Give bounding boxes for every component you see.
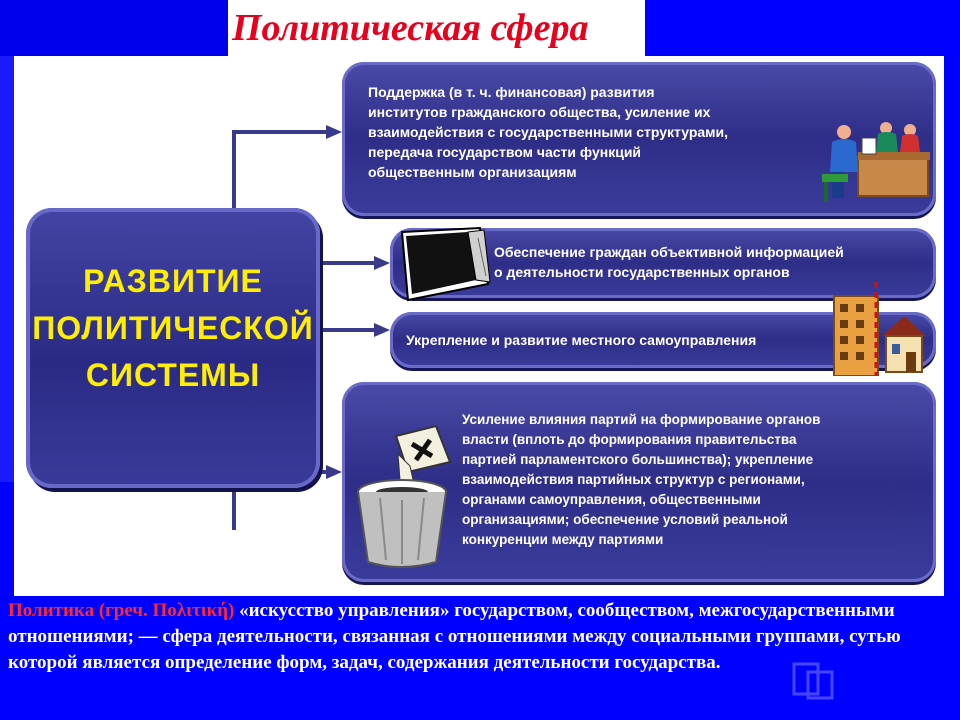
newspaper-icon xyxy=(384,224,496,304)
main-box-title xyxy=(26,258,320,399)
definition-text: «искусство управления» государством, сообществом, межгосударственными отношениями; — сфера деятельности, связанная с отношениями между социальными группами, сутью которой является определение форм, задач, содержания деятельности государства. xyxy=(8,600,901,673)
box-text-line: взаимодействия партийных структур с регионами, xyxy=(462,472,805,487)
box-text-line: Поддержка (в т. ч. финансовая) развития xyxy=(368,84,655,100)
box-local-government-text xyxy=(406,330,846,350)
box-text-line: Укрепление и развитие местного самоуправления xyxy=(406,332,757,348)
connector-branch-1 xyxy=(232,130,330,134)
box-civil-society xyxy=(342,62,936,216)
main-box xyxy=(26,208,320,488)
main-title-line: СИСТЕМЫ xyxy=(85,357,261,393)
main-title-line: ПОЛИТИЧЕСКОЙ xyxy=(32,310,314,346)
box-information-text xyxy=(494,242,934,282)
box-text-line: организациями; обеспечение условий реальной xyxy=(462,512,788,527)
box-parties-text xyxy=(462,410,932,550)
box-text-line: институтов гражданского общества, усиление их xyxy=(368,104,711,120)
diagram-panel xyxy=(14,56,944,596)
box-civil-society-text xyxy=(368,82,818,182)
arrow-head-4 xyxy=(326,465,342,479)
page-title: Политическая сфера xyxy=(232,7,589,49)
box-parties xyxy=(342,382,936,582)
meeting-people-icon xyxy=(818,116,930,208)
main-title-line: РАЗВИТИЕ xyxy=(83,263,263,299)
buildings-icon xyxy=(826,282,930,376)
box-text-line: передача государством части функций xyxy=(368,144,642,160)
box-text-line: общественным организациям xyxy=(368,164,577,180)
box-text-line: партией парламентского большинства); укрепление xyxy=(462,452,814,467)
arrow-head-3 xyxy=(374,323,390,337)
box-text-line: о деятельности государственных органов xyxy=(494,264,790,280)
box-text-line: власти (вплоть до формирования правительства xyxy=(462,432,797,447)
box-text-line: Усиление влияния партий на формирование органов xyxy=(462,412,821,427)
arrow-head-1 xyxy=(326,125,342,139)
left-strip xyxy=(0,56,14,482)
title-bar-dark-block xyxy=(0,0,228,56)
box-text-line: Обеспечение граждан объективной информацией xyxy=(494,244,844,260)
box-text-line: взаимодействия с государственными структурами, xyxy=(368,124,729,140)
definition-term: Политика (греч. Πολιτική) xyxy=(8,600,235,621)
ballot-box-icon xyxy=(350,426,454,572)
box-text-line: конкуренции между партиями xyxy=(462,532,664,547)
watermark-logo-icon xyxy=(790,658,860,702)
box-text-line: органами самоуправления, общественными xyxy=(462,492,761,507)
title-bar xyxy=(0,0,645,56)
